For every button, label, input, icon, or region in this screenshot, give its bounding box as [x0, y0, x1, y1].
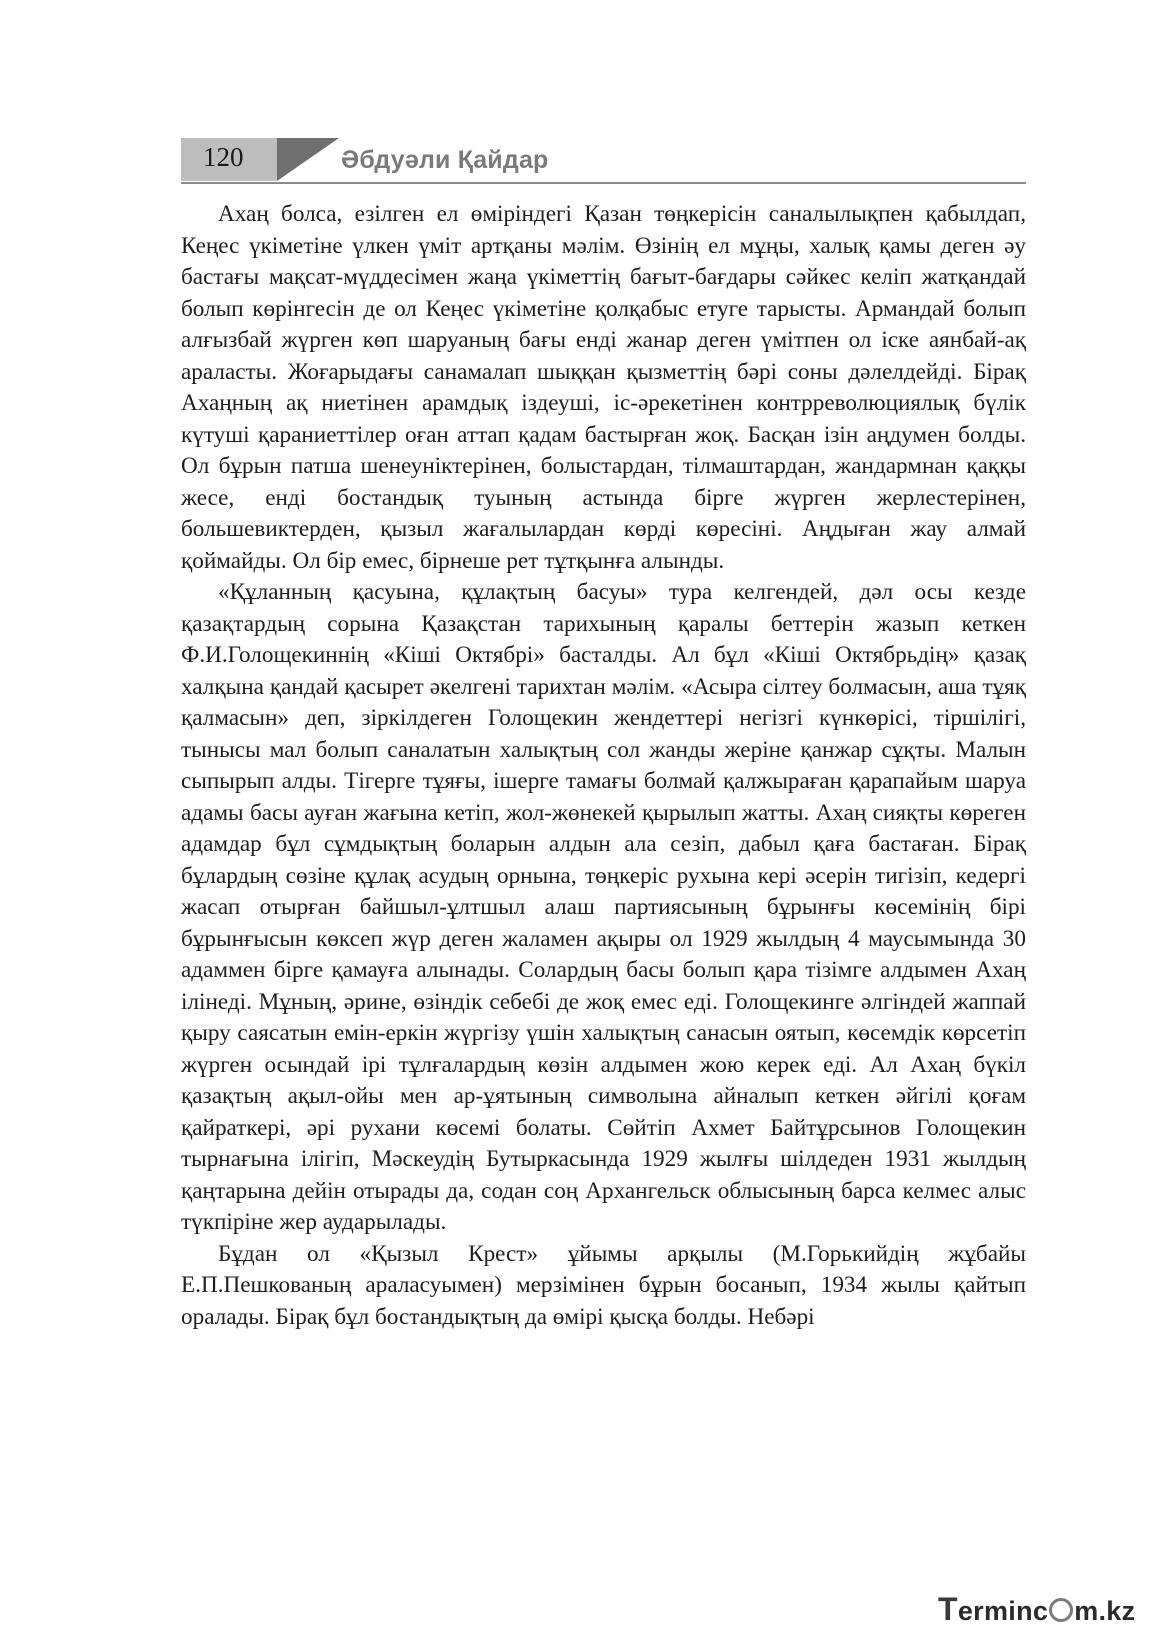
paragraph: «Құланның қасуына, құлақтың басуы» тура келгендей, дәл осы кезде қазақтардың сорына Қазақстан тарихының қаралы беттерін жазып кеткен Ф.И.Голощекиннің «Кіші Октябрі» басталды. Ал бұл «Кіші Октябрьдің» қазақ халқына қандай қасырет әкелгені тарихтан мәлім. «Асыра сілтеу болмасын, аша тұяқ қалмасын» деп, зіркілдеген Голощекин жендеттері негізгі күнкөрісі, тіршілігі, тынысы мал болып саналатын халықтың сол жанды жеріне қанжар сұқты. Малын сыпырып алды. Тігерге тұяғы, ішерге тамағы болмай қалжыраған қарапайым шаруа адамы басы ауған жағына кетіп, жол-жөнекей қырылып жатты. Ахаң сияқты көреген адамдар бұл сұмдықтың боларын алдын ала сезіп, дабыл қаға бастаған. Бірақ бұлардың сөзіне құлақ асудың орнына, төңкеріс рухына кері әсерін тигізіп, кедергі жасап отырған байшыл-ұлтшыл алаш партиясының бұрынғы көсемінің бірі бұрынғысын көксеп жүр деген жаламен ақыры ол 1929 жылдың 4 маусымында 30 адаммен бірге қамауға алынады. Солардың басы болып қара тізімге алдымен Ахаң ілінеді. Мұның, әрине, өзіндік себебі де жоқ емес еді. Голощекинге әлгіндей жаппай қыру саясатын емін-еркін жүргізу үшін халықтың санасын оятып, көсемдік көрсетіп жүрген осындай ірі тұлғалардың көзін алдымен жою керек еді. Ал Ахаң бүкіл қазақтың ақыл-ойы мен ар-ұятының символына айналып кеткен әйгілі қоғам қайраткері, әрі рухани көсемі болаты. Сөйтіп Ахмет Байтұрсынов Голощекин тырнағына ілігіп, Мәскеудің Бутыркасында 1929 жылғы шілдеден 1931 жылдың қаңтарына дейін отырады да, содан соң Архангельск облысының барса келмес алыс түкпіріне жер аударылады. [181, 579, 1026, 1235]
header-rule [181, 182, 1026, 184]
page-number: 120 [203, 142, 244, 172]
page-number-box [181, 138, 277, 181]
watermark-tail: m.kz [1074, 1596, 1136, 1626]
magnifier-icon [1049, 1598, 1073, 1622]
body-text [181, 199, 1026, 1333]
watermark-lead: T [938, 1591, 958, 1627]
page-header [181, 138, 1026, 188]
watermark-middle: erminc [957, 1596, 1049, 1626]
paragraph: Ахаң болса, езілген ел өміріндегі Қазан төңкерісін саналылықпен қабылдап, Кеңес үкіметіне үлкен үміт артқаны мәлім. Өзінің ел мұңы, халық қамы деген әу бастағы мақсат-мүддесімен жаңа үкіметтің бағыт-бағдары сәйкес келіп жатқандай болып көрінгесін де ол Кеңес үкіметіне қолқабыс етуге тарысты. Армандай болып алғызбай жүрген көп шаруаның бағы енді жанар деген үмітпен ол іске аянбай-ақ араласты. Жоғарыдағы санамалап шыққан қызметтің бәрі соны дәлелдейді. Бірақ Ахаңның ақ ниетінен арамдық іздеуші, іс-әрекетінен контрреволюциялық бүлік күтуші қараниеттілер оған аттап қадам бастырған жоқ. Басқан ізін аңдумен болды. Ол бұрын патша шенеуніктерінен, болыстардан, тілмаштардан, жандармнан қаққы жесе, енді бостандық туының астында бірге жүрген жерлестерінен, большевиктерден, қызыл жағалылардан көрді көресіні. Аңдыған жау алмай қоймайды. Ол бір емес, бірнеше рет тұтқынға алынды. [181, 201, 1026, 574]
paragraph: Бұдан ол «Қызыл Крест» ұйымы арқылы (М.Горькийдің жұбайы Е.П.Пешкованың араласуымен) мерзімінен бұрын босанып, 1934 жылы қайтып оралады. Бірақ бұл бостандықтың да өмірі қысқа болды. Небәрі [181, 1240, 1026, 1330]
header-wedge-decoration [277, 138, 339, 181]
watermark-logo [938, 1591, 1135, 1628]
running-head-author: Әбдуәли Қайдар [341, 146, 549, 174]
